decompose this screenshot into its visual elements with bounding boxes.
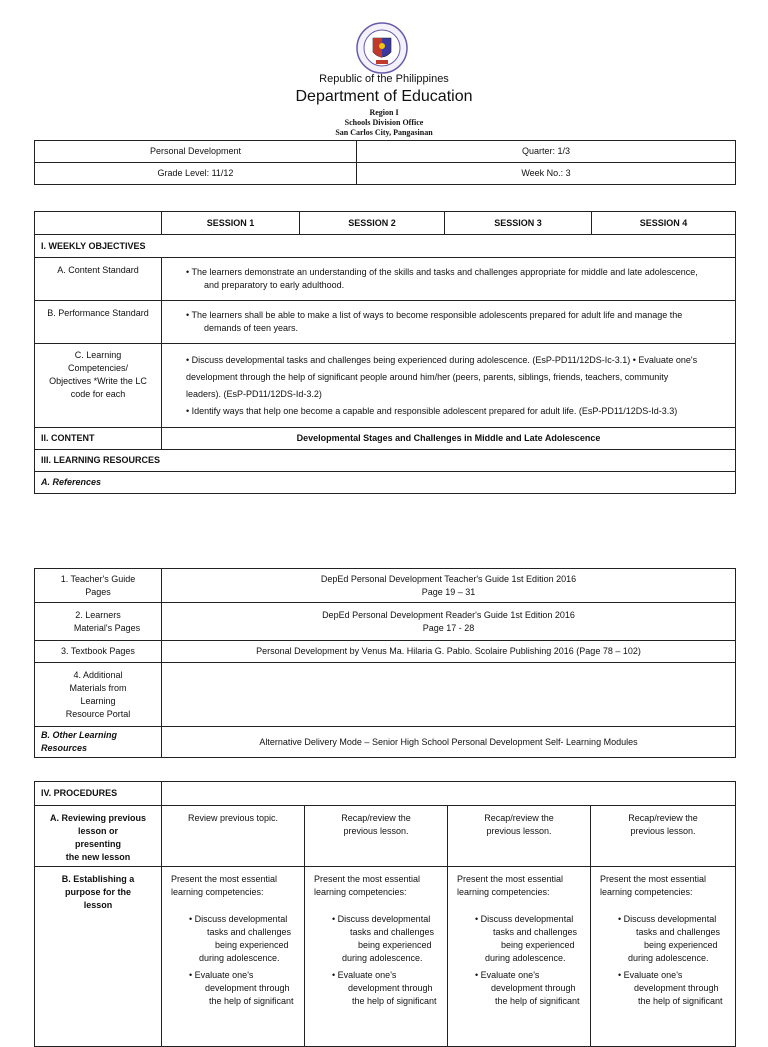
purpose-intro-line: Present the most essential [600, 874, 707, 884]
reviewing-session-1: Review previous topic. [162, 806, 305, 867]
procedures-table [34, 781, 736, 1047]
purpose-bullet-line: being experienced [644, 940, 718, 950]
lc-line: leaders). (EsP-PD11/12DS-Id-3.2) [186, 388, 322, 399]
reviewing-label [35, 806, 162, 867]
teachers-guide-value [162, 569, 736, 603]
tg-value-line: Page 19 – 31 [421, 586, 476, 597]
performance-standard-text [162, 301, 736, 344]
division-text: Schools Division Office [344, 118, 424, 127]
recap-line: previous lesson. [630, 826, 696, 836]
purpose-bullet-line: • Discuss developmental [189, 914, 288, 924]
purpose-intro-line: Present the most essential [457, 874, 564, 884]
purpose-bullet-line: during adolescence. [342, 953, 423, 963]
lc-line: • Discuss developmental tasks and challenges being experienced during adolescence. (EsP-PD11/12DS-Ic-3.1) • Evaluate one's [186, 354, 698, 365]
learning-competencies-text [162, 344, 736, 428]
content-standard-label: A. Content Standard [35, 258, 162, 301]
resources-table [34, 568, 736, 758]
purpose-intro-line: Present the most essential [171, 874, 278, 884]
week-cell: Week No.: 3 [357, 163, 736, 185]
content-standard-text [162, 258, 736, 301]
purpose-bullet-line: • Evaluate one's [189, 970, 254, 980]
department-title: Department of Education [295, 88, 473, 105]
purpose-label-line: B. Establishing a [61, 874, 135, 884]
subject-cell: Personal Development [35, 141, 357, 163]
other-resources-value: Alternative Delivery Mode – Senior High School Personal Development Self- Learning Modules [162, 727, 736, 758]
performance-standard-line: • The learners shall be able to make a list of ways to become responsible adolescents prepared for adult life and manage the [186, 310, 683, 320]
purpose-bullet-line: being experienced [358, 940, 432, 950]
lm-value-line: DepEd Personal Development Reader's Guide 1st Edition 2016 [322, 609, 575, 620]
purpose-bullet-line: during adolescence. [485, 953, 566, 963]
content-value: Developmental Stages and Challenges in Middle and Late Adolescence [162, 428, 736, 450]
purpose-bullet-line: the help of significant [352, 996, 437, 1006]
empty-header-cell [35, 212, 162, 235]
tg-label-line: Pages [85, 586, 111, 597]
learning-competencies-label [35, 344, 162, 428]
am-label-line: Learning [80, 695, 116, 706]
lc-line: development through the help of significant people around him/her (peers, parents, siblings, friends, teachers, community [186, 371, 669, 382]
additional-materials-label [35, 663, 162, 727]
session-1-header: SESSION 1 [162, 212, 300, 235]
purpose-label-line: purpose for the [64, 887, 131, 897]
am-label-line: 4. Additional [73, 669, 123, 680]
reviewing-label-line: lesson or [77, 826, 118, 836]
purpose-bullet-line: during adolescence. [199, 953, 280, 963]
purpose-intro-line: learning competencies: [457, 887, 550, 897]
session-3-header: SESSION 3 [445, 212, 592, 235]
performance-standard-line: demands of teen years. [204, 323, 299, 333]
republic-text: Republic of the Philippines [319, 73, 449, 85]
purpose-bullet-line: the help of significant [638, 996, 723, 1006]
purpose-intro-line: Present the most essential [314, 874, 421, 884]
deped-seal-logo [356, 22, 408, 74]
purpose-bullet-line: • Discuss developmental [475, 914, 574, 924]
purpose-session-2 [305, 867, 448, 1047]
purpose-intro-line: learning competencies: [314, 887, 407, 897]
learners-material-value [162, 603, 736, 641]
other-resources-label: B. Other Learning Resources [35, 727, 162, 758]
establishing-purpose-label [35, 867, 162, 1047]
purpose-bullet-line: development through [491, 983, 576, 993]
lc-label-line: Objectives *Write the LC [49, 376, 147, 386]
reviewing-label-line: A. Reviewing previous [49, 813, 147, 823]
purpose-bullet-line: during adolescence. [628, 953, 709, 963]
learning-resources-heading: III. LEARNING RESOURCES [35, 450, 736, 472]
purpose-bullet-line: development through [205, 983, 290, 993]
lc-label-line: C. Learning [74, 350, 122, 360]
lm-label-line: Material's Pages [73, 622, 141, 633]
teachers-guide-label [35, 569, 162, 603]
grade-cell: Grade Level: 11/12 [35, 163, 357, 185]
procedures-heading-empty [162, 782, 736, 806]
purpose-bullet-line: tasks and challenges [350, 927, 435, 937]
purpose-bullet-line: • Evaluate one's [618, 970, 683, 980]
purpose-bullet-line: the help of significant [209, 996, 294, 1006]
textbook-value: Personal Development by Venus Ma. Hilaria G. Pablo. Scolaire Publishing 2016 (Page 78 – 102) [162, 641, 736, 663]
city-text: San Carlos City, Pangasinan [335, 128, 433, 137]
purpose-session-4 [591, 867, 736, 1047]
recap-line: Recap/review the [628, 813, 698, 823]
performance-standard-label: B. Performance Standard [35, 301, 162, 344]
purpose-bullet-line: being experienced [501, 940, 575, 950]
additional-materials-value [162, 663, 736, 727]
session-4-header: SESSION 4 [592, 212, 736, 235]
purpose-bullet-line: tasks and challenges [207, 927, 292, 937]
recap-line: Recap/review the [484, 813, 554, 823]
purpose-bullet-line: tasks and challenges [636, 927, 721, 937]
purpose-bullet-line: the help of significant [495, 996, 580, 1006]
lm-label-line: 2. Learners [75, 609, 121, 620]
objectives-table [34, 211, 736, 494]
info-table [34, 140, 736, 185]
purpose-bullet-line: development through [348, 983, 433, 993]
recap-line: Recap/review the [341, 813, 411, 823]
lc-line: • Identify ways that help one become a capable and responsible adolescent prepared for adult life. (EsP-PD11/12DS-Id-3.3) [186, 405, 678, 416]
purpose-bullet-line: being experienced [215, 940, 289, 950]
purpose-bullet-line: tasks and challenges [493, 927, 578, 937]
reviewing-label-line: the new lesson [65, 852, 131, 862]
lc-label-line: Competencies/ [67, 363, 129, 373]
content-heading: II. CONTENT [35, 428, 162, 450]
weekly-objectives-heading: I. WEEKLY OBJECTIVES [35, 235, 736, 258]
purpose-bullet-line: • Evaluate one's [332, 970, 397, 980]
content-standard-line: • The learners demonstrate an understanding of the skills and tasks and challenges appropriate for middle and late adolescence, [186, 267, 698, 277]
purpose-bullet-line: • Evaluate one's [475, 970, 540, 980]
purpose-label-line: lesson [83, 900, 113, 910]
purpose-bullet-line: development through [634, 983, 719, 993]
purpose-session-3 [448, 867, 591, 1047]
content-standard-line: and preparatory to early adulthood. [204, 280, 345, 290]
quarter-cell: Quarter: 1/3 [357, 141, 736, 163]
reviewing-session-4 [591, 806, 736, 867]
session-2-header: SESSION 2 [300, 212, 445, 235]
purpose-bullet-line: • Discuss developmental [332, 914, 431, 924]
region-text: Region I [369, 108, 399, 117]
tg-label-line: 1. Teacher's Guide [60, 573, 136, 584]
reviewing-session-2 [305, 806, 448, 867]
reviewing-session-3 [448, 806, 591, 867]
references-heading: A. References [35, 472, 736, 494]
textbook-label: 3. Textbook Pages [35, 641, 162, 663]
recap-line: previous lesson. [343, 826, 409, 836]
purpose-session-1 [162, 867, 305, 1047]
recap-line: previous lesson. [486, 826, 552, 836]
am-label-line: Resource Portal [65, 708, 131, 719]
purpose-bullet-line: • Discuss developmental [618, 914, 717, 924]
procedures-heading: IV. PROCEDURES [35, 782, 162, 806]
purpose-intro-line: learning competencies: [600, 887, 693, 897]
lm-value-line: Page 17 - 28 [422, 622, 475, 633]
am-label-line: Materials from [69, 682, 127, 693]
learners-material-label [35, 603, 162, 641]
lc-label-line: code for each [70, 389, 126, 399]
purpose-intro-line: learning competencies: [171, 887, 264, 897]
reviewing-label-line: presenting [74, 839, 121, 849]
tg-value-line: DepEd Personal Development Teacher's Guide 1st Edition 2016 [320, 573, 577, 584]
